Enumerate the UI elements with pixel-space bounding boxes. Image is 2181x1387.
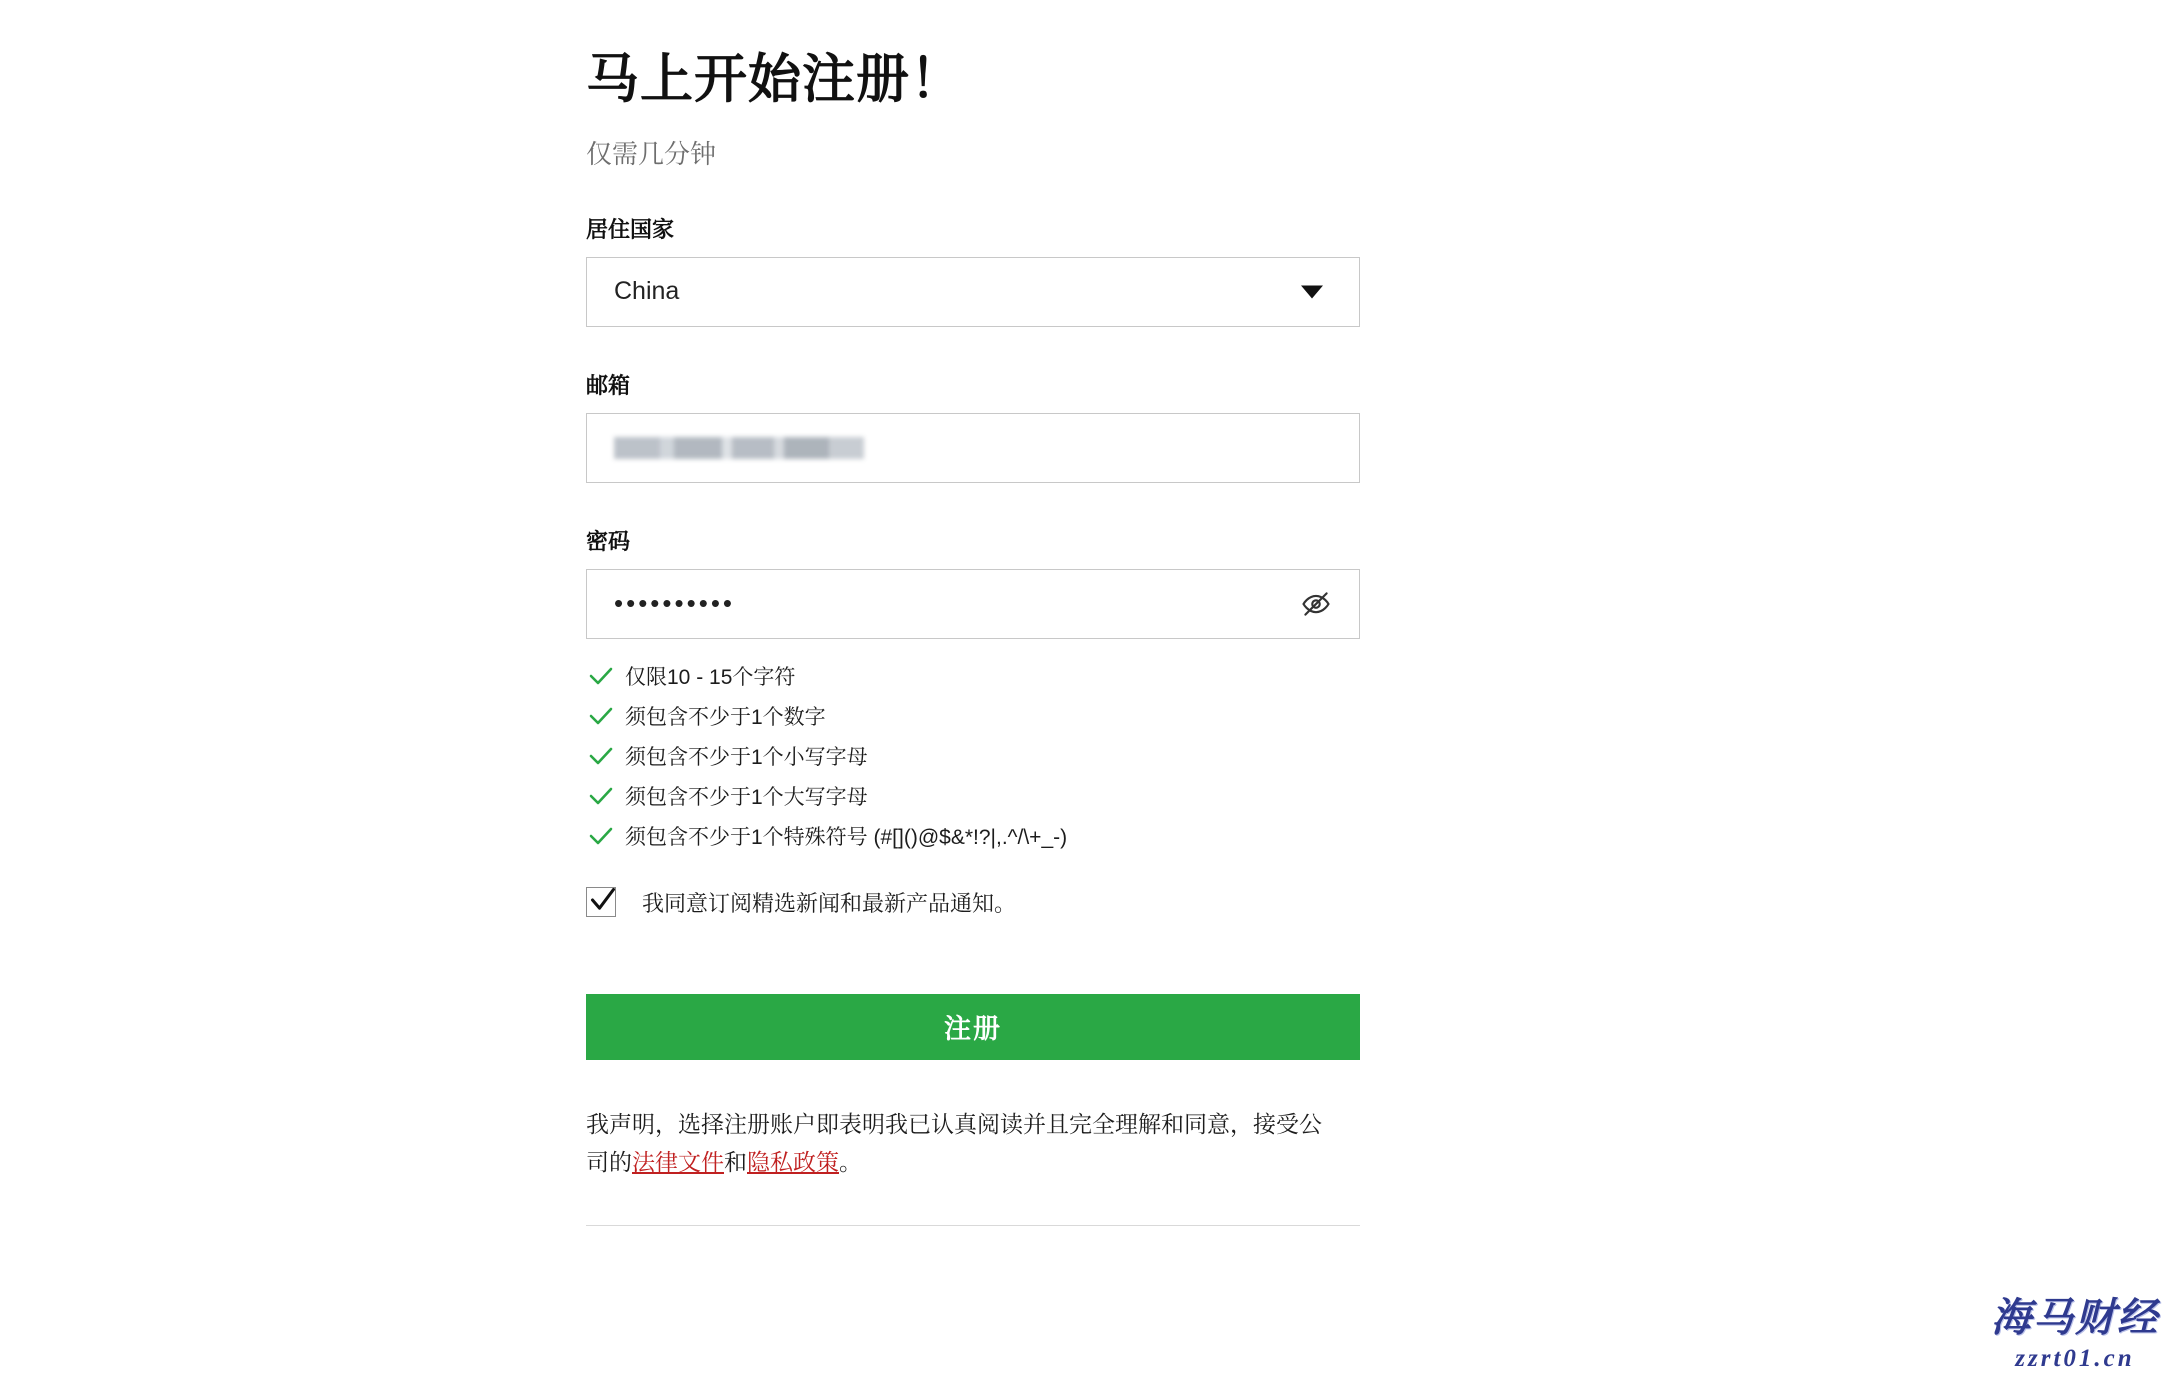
password-rule-text: 仅限10 - 15个字符 <box>625 665 796 689</box>
page-title: 马上开始注册！ <box>586 50 964 109</box>
email-input[interactable] <box>586 413 1360 483</box>
section-divider <box>586 1225 1360 1226</box>
check-icon <box>589 707 615 725</box>
check-icon <box>589 827 615 845</box>
password-input[interactable] <box>586 569 1360 639</box>
password-rule-text: 须包含不少于1个数字 <box>625 705 826 729</box>
country-selected-value: China <box>614 277 680 306</box>
password-rule-item <box>589 701 1386 731</box>
password-rule-text: 须包含不少于1个大写字母 <box>625 785 868 809</box>
eye-off-icon[interactable] <box>1299 589 1333 619</box>
password-value: •••••••••• <box>614 588 736 619</box>
watermark-sub-text: zzrt01.cn <box>2015 1345 2135 1372</box>
password-rule-item <box>589 821 1386 851</box>
register-button[interactable]: 注册 <box>586 994 1360 1060</box>
legal-text-part2: 。 <box>839 1148 862 1175</box>
check-icon <box>589 747 615 765</box>
newsletter-checkbox[interactable] <box>586 887 616 917</box>
privacy-policy-link[interactable]: 隐私政策 <box>747 1148 839 1175</box>
check-icon <box>589 787 615 805</box>
password-rule-item <box>589 741 1386 771</box>
legal-documents-link[interactable]: 法律文件 <box>632 1148 724 1175</box>
country-select[interactable] <box>586 257 1360 327</box>
page-subtitle: 仅需几分钟 <box>586 138 717 169</box>
chevron-down-icon[interactable] <box>1301 285 1323 298</box>
password-field <box>586 525 1386 639</box>
email-field <box>586 369 1386 483</box>
country-label: 居住国家 <box>586 216 675 242</box>
password-rule-item <box>589 661 1386 691</box>
newsletter-consent-label: 我同意订阅精选新闻和最新产品通知。 <box>642 890 1017 916</box>
watermark-main-text: 海马财经 <box>1991 1295 2159 1340</box>
password-label: 密码 <box>586 528 631 554</box>
password-rule-text: 须包含不少于1个特殊符号 (#[]()@$&*!?|,.^/\+_-) <box>625 825 1068 849</box>
country-field <box>586 213 1386 327</box>
check-icon <box>589 667 615 685</box>
password-rule-item <box>589 781 1386 811</box>
watermark <box>1991 1286 2159 1373</box>
legal-text-middle: 和 <box>724 1148 747 1175</box>
legal-disclaimer <box>586 1106 1326 1182</box>
email-value-redacted <box>614 437 864 459</box>
password-rule-text: 须包含不少于1个小写字母 <box>625 745 868 769</box>
legal-text-part1: 我声明，选择注册账户即表明我已认真阅读并且完全理解和同意，接受公司的 <box>586 1110 1322 1175</box>
registration-form <box>586 0 1386 1226</box>
password-rules-list <box>589 661 1386 851</box>
newsletter-consent[interactable] <box>586 887 1386 918</box>
email-label: 邮箱 <box>586 372 631 398</box>
